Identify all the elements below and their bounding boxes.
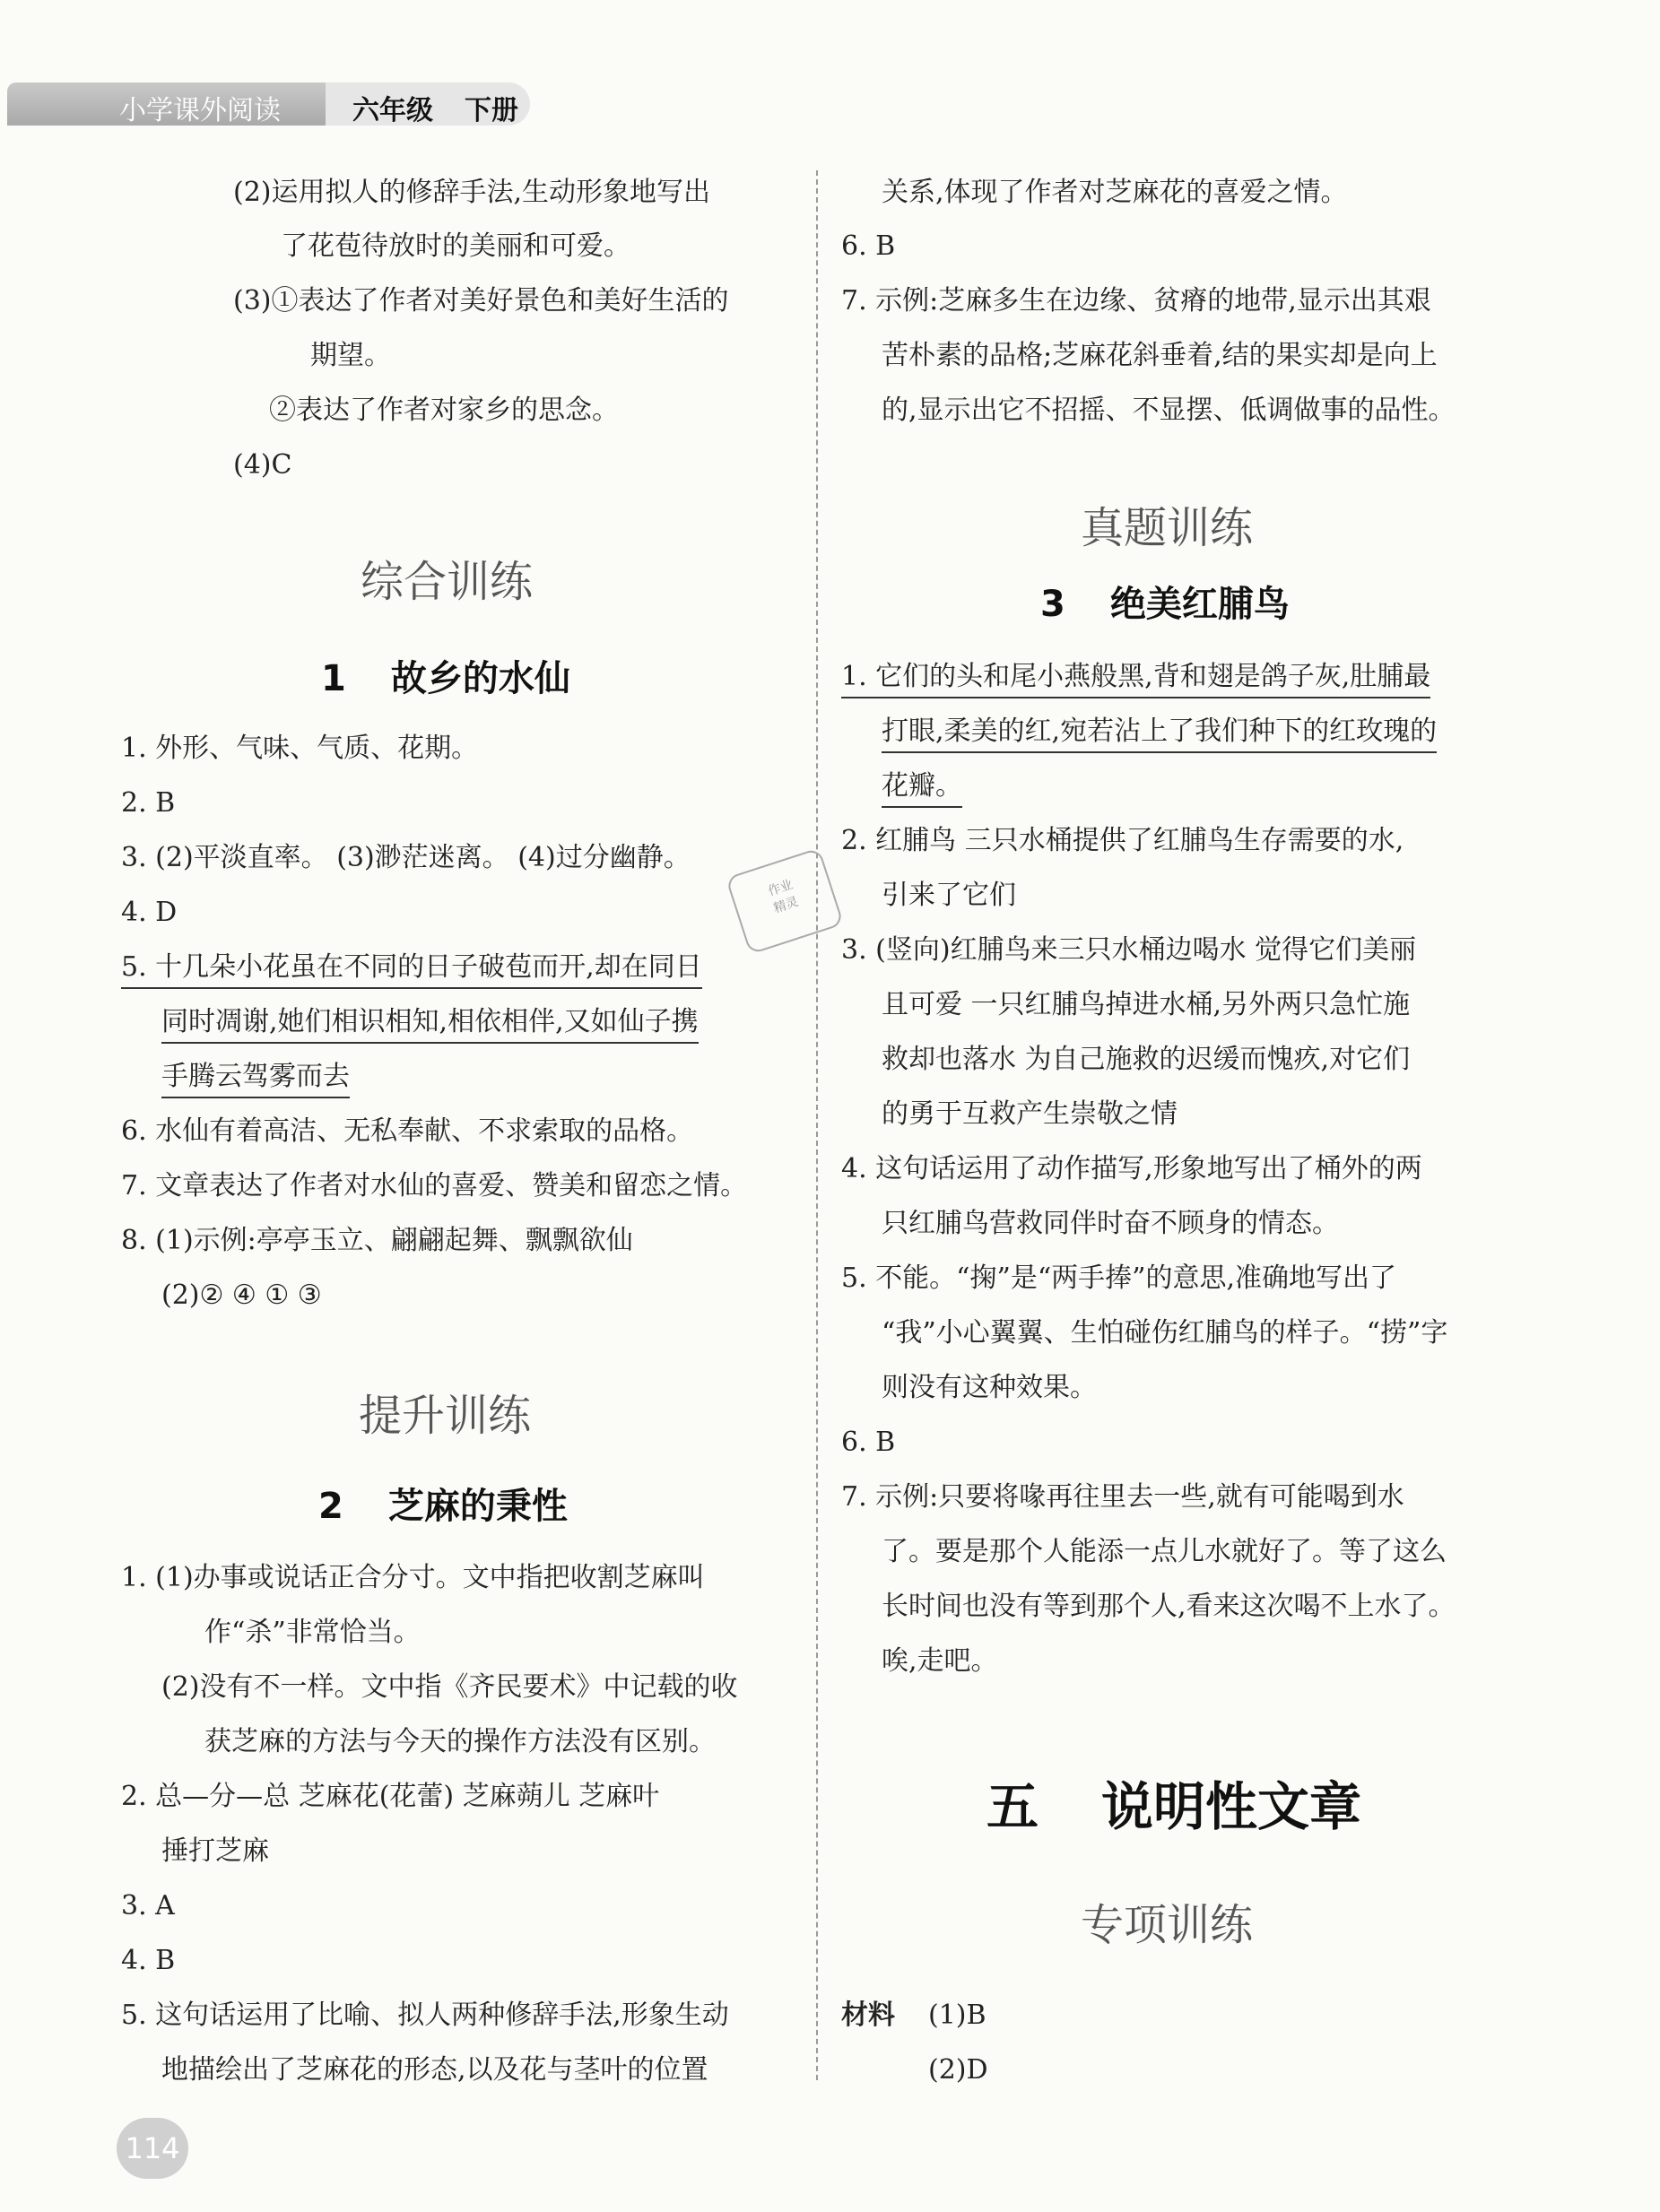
grade-label: 六年级	[352, 95, 433, 126]
answer-line: (2)运用拟人的修辞手法,生动形象地写出	[233, 177, 711, 208]
answer-line: 苦朴素的品格;芝麻花斜垂着,结的果实却是向上	[882, 340, 1438, 371]
answer-line: 期望。	[310, 340, 391, 371]
answer-line: 2. 总—分—总 芝麻花(花蕾) 芝麻蒴儿 芝麻叶	[121, 1781, 660, 1812]
answer-line: 的,显示出它不招摇、不显摆、低调做事的品性。	[882, 395, 1456, 426]
answer-line: 捶打芝麻	[161, 1835, 269, 1867]
answer-line: ②表达了作者对家乡的思念。	[269, 395, 619, 426]
answer-line: 3. (竖向)红脯鸟来三只水桶边喝水 觉得它们美丽	[841, 934, 1417, 966]
answer-line: 5. 不能。“掬”是“两手捧”的意思,准确地写出了	[841, 1262, 1397, 1294]
answer-line: (2)② ④ ① ③	[161, 1279, 322, 1311]
material-label: 材料	[841, 1999, 895, 2031]
underlined-answer: 花瓣。	[882, 768, 962, 808]
answer-line: 6. B	[841, 1427, 896, 1458]
answer-line: 长时间也没有等到那个人,看来这次喝不上水了。	[882, 1591, 1456, 1622]
answer-line: 的勇于互救产生崇敬之情	[882, 1098, 1178, 1130]
book-title-tab	[7, 82, 326, 126]
column-divider	[816, 170, 818, 2080]
answer-line: 1. (1)办事或说话正合分寸。文中指把收割芝麻叫	[121, 1562, 705, 1593]
answer-line: 6. 水仙有着高洁、无私奉献、不求索取的品格。	[121, 1115, 694, 1147]
book-title: 小学课外阅读	[119, 95, 281, 126]
answer-line: (2)没有不一样。文中指《齐民要术》中记载的收	[161, 1671, 738, 1703]
answer-line: (3)①表达了作者对美好景色和美好生活的	[233, 285, 729, 317]
answer-line: 则没有这种效果。	[882, 1372, 1097, 1403]
answer-line: 获芝麻的方法与今天的操作方法没有区别。	[204, 1726, 716, 1757]
answer-line: 4. D	[121, 897, 178, 928]
underlined-answer: 1. 它们的头和尾小燕般黑,背和翅是鸽子灰,肚脯最	[841, 659, 1430, 698]
answer-line: (1)B	[928, 1999, 986, 2031]
unit-title: 五 说明性文章	[986, 1776, 1362, 1837]
volume-label: 下册	[465, 95, 518, 126]
chapter-title-2: 2 芝麻的秉性	[318, 1486, 568, 1527]
answer-line: 5. 这句话运用了比喻、拟人两种修辞手法,形象生动	[121, 1999, 729, 2031]
chapter-title-3: 3 绝美红脯鸟	[1040, 584, 1290, 625]
underlined-answer: 手腾云驾雾而去	[161, 1059, 350, 1098]
answer-line: 6. B	[841, 230, 896, 262]
answer-line: (4)C	[233, 449, 292, 481]
answer-line: (2)D	[928, 2054, 988, 2086]
answer-line: 4. B	[121, 1945, 176, 1976]
answer-line: 1. 外形、气味、气质、花期。	[121, 733, 479, 764]
page-number: 114	[117, 2118, 188, 2179]
answer-line: 7. 示例:只要将喙再往里去一些,就有可能喝到水	[841, 1481, 1404, 1513]
underlined-answer: 5. 十几朵小花虽在不同的日子破苞而开,却在同日	[121, 950, 702, 989]
answer-line: 8. (1)示例:亭亭玉立、翩翩起舞、飘飘欲仙	[121, 1225, 633, 1256]
answer-line: 地描绘出了芝麻花的形态,以及花与茎叶的位置	[161, 2054, 708, 2086]
answer-line: 了花苞待放时的美丽和可爱。	[281, 230, 630, 262]
answer-line: 唉,走吧。	[882, 1645, 998, 1677]
answer-line: 7. 文章表达了作者对水仙的喜爱、赞美和留恋之情。	[121, 1170, 748, 1201]
chapter-title-1: 1 故乡的水仙	[321, 658, 570, 699]
answer-line: 3. (2)平淡直率。 (3)渺茫迷离。 (4)过分幽静。	[121, 842, 691, 873]
answer-line: 关系,体现了作者对芝麻花的喜爱之情。	[882, 177, 1348, 208]
grade-tab	[326, 82, 530, 126]
answer-line: 2. 红脯鸟 三只水桶提供了红脯鸟生存需要的水,	[841, 825, 1404, 856]
section-title-zonghe: 综合训练	[361, 557, 534, 607]
answer-line: 引来了它们	[882, 880, 1016, 911]
answer-line: 3. A	[121, 1890, 175, 1921]
answer-line: 7. 示例:芝麻多生在边缘、贫瘠的地带,显示出其艰	[841, 285, 1431, 317]
answer-line: 2. B	[121, 787, 176, 819]
section-title-zhuanxiang: 专项训练	[1081, 1900, 1254, 1950]
answer-line: 救却也落水 为自己施救的迟缓而愧疚,对它们	[882, 1044, 1411, 1075]
section-title-tisheng: 提升训练	[359, 1391, 532, 1441]
answer-line: 且可爱 一只红脯鸟掉进水桶,另外两只急忙施	[882, 989, 1411, 1020]
stamp-watermark: 作业 精灵	[726, 847, 844, 955]
answer-line: 作“杀”非常恰当。	[204, 1617, 421, 1648]
section-title-zhenti: 真题训练	[1081, 503, 1254, 553]
answer-line: 只红脯鸟营救同伴时奋不顾身的情态。	[882, 1208, 1339, 1239]
answer-line: 4. 这句话运用了动作描写,形象地写出了桶外的两	[841, 1153, 1422, 1184]
underlined-answer: 同时凋谢,她们相识相知,相依相伴,又如仙子携	[161, 1004, 699, 1044]
answer-line: “我”小心翼翼、生怕碰伤红脯鸟的样子。“捞”字	[882, 1317, 1448, 1349]
answer-line: 了。要是那个人能添一点儿水就好了。等了这么	[882, 1536, 1447, 1567]
underlined-answer: 打眼,柔美的红,宛若沾上了我们种下的红玫瑰的	[882, 714, 1437, 753]
